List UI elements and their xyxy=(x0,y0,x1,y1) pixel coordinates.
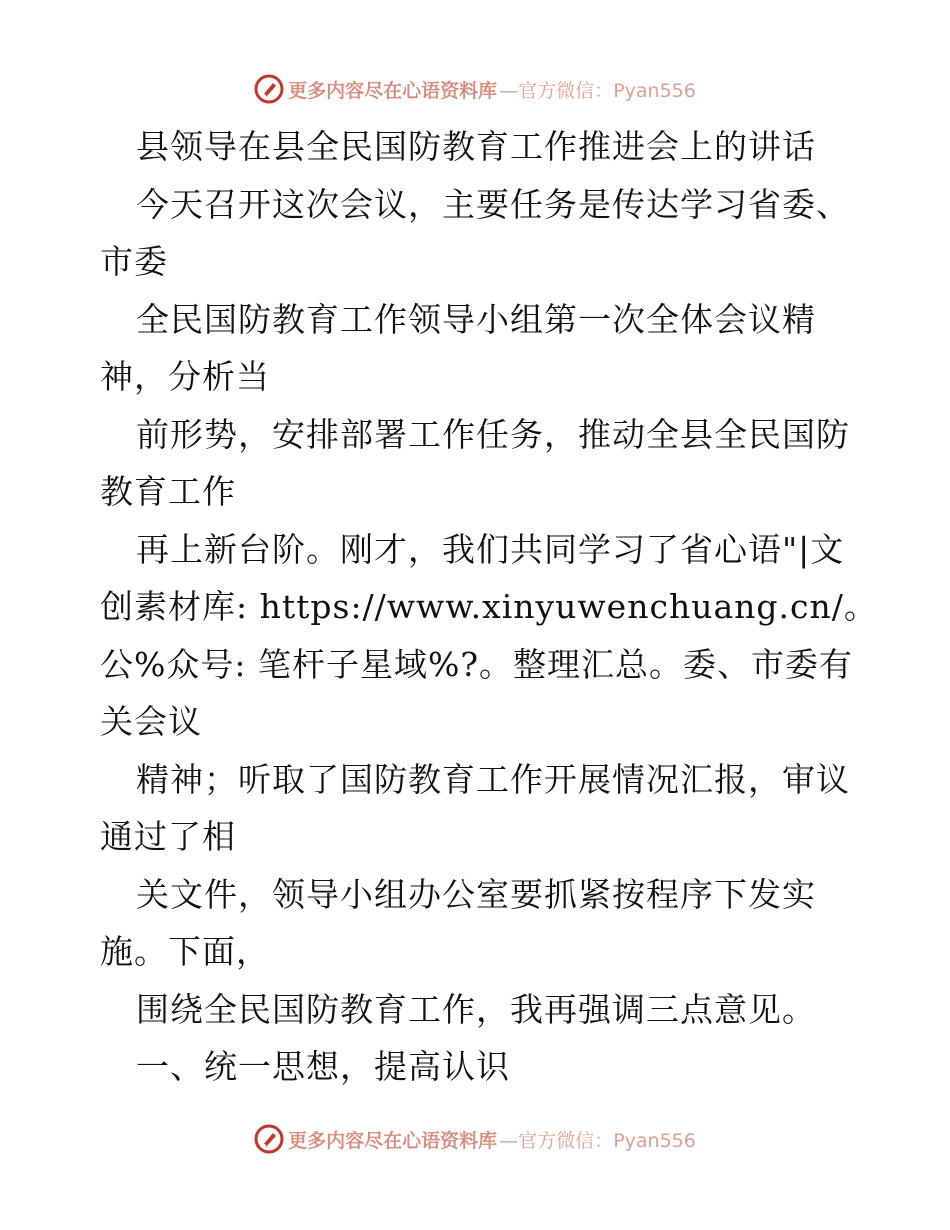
footer-separator: — xyxy=(499,1130,517,1152)
header-wechat-label: 官方微信： xyxy=(518,80,614,102)
text-line: 一、统一思想，提高认识 xyxy=(136,1047,510,1086)
header-separator: — xyxy=(499,80,517,102)
text-line: 再上新台阶。刚才，我们共同学习了省心语"|文 xyxy=(136,529,845,569)
text-line: 精神；听取了国防教育工作开展情况汇报，审议 xyxy=(136,759,850,799)
footer-banner-text: 更多内容尽在心语资料库 xyxy=(288,1130,498,1152)
footer-banner xyxy=(0,1126,950,1156)
text-line: 前形势，安排部署工作任务，推动全县全民国防 xyxy=(136,414,850,454)
text-line: 公%众号: 笔杆子星域%?。整理汇总。委、市委有 xyxy=(100,644,854,684)
text-line: 神，分析当 xyxy=(100,357,270,396)
text-line: 关文件，领导小组办公室要抓紧按程序下发实 xyxy=(136,874,816,914)
text-line: 市委 xyxy=(100,242,168,281)
header-banner-text: 更多内容尽在心语资料库 xyxy=(288,80,498,102)
pen-logo-icon xyxy=(254,74,284,104)
text-line: 县领导在县全民国防教育工作推进会上的讲话 xyxy=(136,127,816,166)
text-line: 围绕全民国防教育工作，我再强调三点意见。 xyxy=(136,989,816,1029)
footer-wechat-id: Pyan556 xyxy=(613,1130,696,1152)
text-line: 通过了相 xyxy=(100,817,236,856)
text-line: 今天召开这次会议，主要任务是传达学习省委、 xyxy=(136,184,850,224)
text-line: 关会议 xyxy=(100,702,202,741)
pen-logo-icon xyxy=(254,1124,284,1154)
text-line: 创素材库: https://www.xinyuwenchuang.cn/。 xyxy=(100,587,878,626)
text-line: 教育工作 xyxy=(100,472,236,511)
header-banner xyxy=(0,76,950,106)
document-body xyxy=(100,118,878,1096)
footer-wechat-label: 官方微信： xyxy=(518,1130,614,1152)
text-line: 施。下面， xyxy=(100,932,270,971)
header-wechat-id: Pyan556 xyxy=(613,80,696,102)
text-line: 全民国防教育工作领导小组第一次全体会议精 xyxy=(136,299,816,339)
